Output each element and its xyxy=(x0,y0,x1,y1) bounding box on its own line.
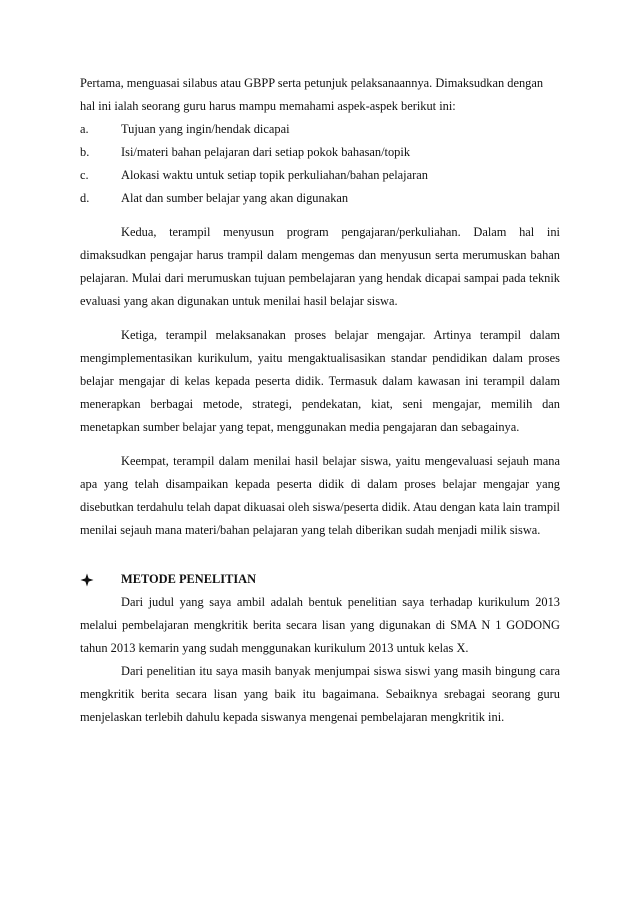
list-item xyxy=(80,187,560,210)
document-body xyxy=(80,72,560,729)
body-paragraph: Ketiga, terampil melaksanakan proses belajar mengajar. Artinya terampil dalam mengimplementasikan kurikulum, yaitu mengaktualisasikan standar pendidikan dalam proses belajar mengajar di kelas kepada peserta didik. Termasuk dalam kawasan ini terampil dalam menerapkan berbagai metode, strategi, pendekatan, kiat, seni mengajar, memilih dan menetapkan sumber belajar yang tepat, menggunakan media pengajaran dan sebagainya. xyxy=(80,328,560,434)
list-marker: c. xyxy=(80,168,89,182)
list-marker: d. xyxy=(80,191,90,205)
body-paragraph: Kedua, terampil menyusun program pengajaran/perkuliahan. Dalam hal ini dimaksudkan pengajar harus trampil dalam mengemas dan menyusun serta merumuskan bahan pelajaran. Mulai dari merumuskan tujuan pembelajaran yang hendak dicapai sampai pada teknik evaluasi yang akan digunakan untuk menilai hasil belajar siswa. xyxy=(80,225,560,308)
diamond-bullet-icon xyxy=(80,573,100,587)
list-item xyxy=(80,164,560,187)
section-paragraph: Dari judul yang saya ambil adalah bentuk penelitian saya terhadap kurikulum 2013 melalui pembelajaran mengkritik berita secara lisan yang digunakan di SMA N 1 GODONG tahun 2013 kemarin yang sudah menggunakan kurikulum 2013 untuk kelas X. xyxy=(80,595,560,655)
section-heading xyxy=(80,568,560,591)
intro-paragraph xyxy=(80,72,560,118)
aspect-list xyxy=(80,118,560,210)
intro-line: Pertama, menguasai silabus atau GBPP serta petunjuk pelaksanaannya. Dimaksudkan dengan xyxy=(80,76,544,90)
list-marker: b. xyxy=(80,145,90,159)
intro-line: hal ini ialah seorang guru harus mampu memahami aspek-aspek berikut ini: xyxy=(80,99,456,113)
section-title: METODE PENELITIAN xyxy=(121,572,257,586)
list-item-text: Alokasi waktu untuk setiap topik perkuliahan/bahan pelajaran xyxy=(121,168,428,182)
list-item-text: Tujuan yang ingin/hendak dicapai xyxy=(121,122,290,136)
list-item xyxy=(80,118,560,141)
body-paragraph: Keempat, terampil dalam menilai hasil belajar siswa, yaitu mengevaluasi sejauh mana apa yang telah disampaikan kepada peserta didik di dalam proses belajar mengajar yang disebutkan terdahulu telah dapat dikuasai oleh siswa/peserta didik. Atau dengan kata lain trampil menilai sejauh mana materi/bahan pelajaran yang telah diberikan sudah menjadi milik siswa. xyxy=(80,454,560,537)
section-paragraph: Dari penelitian itu saya masih banyak menjumpai siswa siswi yang masih bingung cara mengkritik berita secara lisan yang baik itu bagaimana. Sebaiknya srebagai seorang guru menjelaskan terlebih dahulu kepada siswanya mengenai pembelajaran mengkritik ini. xyxy=(80,664,560,724)
list-marker: a. xyxy=(80,122,89,136)
list-item-text: Isi/materi bahan pelajaran dari setiap pokok bahasan/topik xyxy=(121,145,411,159)
list-item-text: Alat dan sumber belajar yang akan digunakan xyxy=(121,191,349,205)
list-item xyxy=(80,141,560,164)
